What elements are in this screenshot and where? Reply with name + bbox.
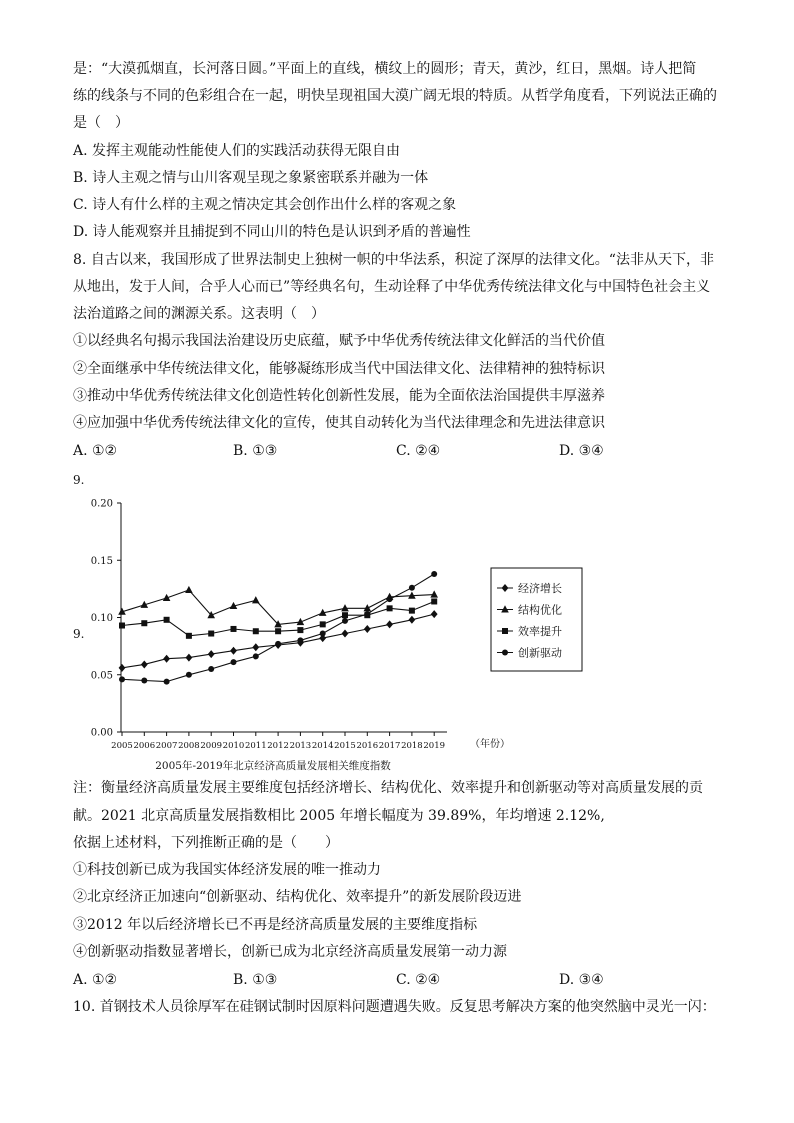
data-point-square: [342, 612, 348, 618]
q9-note-line-1: 注：衡量经济高质量发展主要维度包括经济增长、结构优化、效率提升和创新驱动等对高质量发展的贡: [73, 780, 703, 796]
data-point-diamond: [409, 616, 416, 624]
data-point-triangle: [185, 586, 193, 593]
data-point-square: [297, 627, 303, 633]
data-point-circle: [208, 666, 214, 672]
data-point-circle: [231, 659, 237, 665]
data-point-square: [231, 626, 237, 632]
q9-note-line-2: 献。2021 北京高质量发展指数相比 2005 年增长幅度为 39.89%，年均增速 2.12%,: [73, 808, 605, 824]
q9-note-line-3: 依据上述材料，下列推断正确的是（ ）: [73, 835, 339, 851]
series-line-circle: [122, 574, 434, 682]
data-point-triangle: [252, 596, 260, 603]
data-point-circle: [409, 585, 415, 591]
chart-markers: [118, 571, 438, 685]
data-point-circle: [119, 676, 125, 682]
x-tick-label: 2006: [133, 741, 156, 751]
q7-option-d: D. 诗人能观察并且捕捉到不同山川的特色是认识到矛盾的普遍性: [73, 224, 471, 240]
y-tick-label: 0.15: [90, 555, 113, 567]
q8-choice-d: D. ③④: [559, 443, 604, 459]
q10-stem-line-1: 10. 首钢技术人员徐厚军在硅钢试制时因原料问题遭遇失败。反复思考解决方案的他突然脑中灵光一闪：: [73, 999, 716, 1015]
data-point-triangle: [364, 604, 372, 611]
x-tick-label: 2007: [155, 741, 178, 751]
data-point-square: [275, 628, 281, 634]
data-point-diamond: [163, 655, 170, 663]
q9-number: 9.: [73, 473, 85, 487]
data-point-diamond: [141, 660, 148, 668]
q8-stem-line-1: 8. 自古以来，我国形成了世界法制史上独树一帜的中华法系，积淀了深厚的法律文化。“法非从天下，非: [73, 252, 714, 268]
data-point-square: [253, 628, 259, 634]
data-point-square: [119, 623, 125, 629]
legend-label: 效率提升: [518, 625, 562, 638]
data-point-square: [387, 605, 393, 611]
data-point-diamond: [386, 620, 393, 628]
x-tick-label: 2009: [200, 741, 223, 751]
q7-stem-line-2: 练的线条与不同的色彩组合在一起，明快呈现祖国大漠广阔无垠的特质。从哲学角度看，下列说法正确的: [73, 88, 717, 104]
q7-option-b: B. 诗人主观之情与山川客观呈现之象紧密联系并融为一体: [73, 170, 429, 186]
q8-statement-1: ①以经典名句揭示我国法治建设历史底蕴，赋予中华优秀传统法律文化鲜活的当代价值: [73, 333, 605, 349]
x-tick-label: 2011: [244, 741, 267, 751]
q7-stem-line-1: 是：“大漠孤烟直，长河落日圆。”平面上的直线，横纹上的圆形；青天，黄沙，红日，黑烟。诗人把简: [73, 61, 697, 77]
x-axis-label: （年份）: [470, 739, 510, 750]
q9-statement-4: ④创新驱动指数显著增长，创新已成为北京经济高质量发展第一动力源: [73, 944, 507, 960]
q9-number-repeat: 9.: [73, 627, 85, 641]
data-point-triangle: [430, 590, 438, 597]
q8-stem-line-2: 从地出，发于人间，合乎人心而已”等经典名句，生动诠释了中华优秀传统法律文化与中国特色社会主义: [73, 279, 711, 295]
legend-marker-square: [502, 628, 508, 634]
x-tick-label: 2015: [334, 741, 356, 751]
q7-stem-line-3: 是（ ）: [73, 115, 129, 131]
x-tick-label: 2013: [289, 741, 312, 751]
data-point-circle: [275, 641, 281, 647]
data-point-diamond: [364, 625, 371, 633]
q7-option-a: A. 发挥主观能动性能使人们的实践活动获得无限自由: [73, 143, 401, 159]
data-point-diamond: [186, 654, 193, 662]
q8-statement-2: ②全面继承中华传统法律文化，能够凝练形成当代中国法律文化、法律精神的独特标识: [73, 361, 605, 377]
data-point-circle: [342, 618, 348, 624]
q8-choice-a: A. ①②: [73, 443, 118, 459]
data-point-diamond: [342, 630, 349, 638]
data-point-square: [164, 617, 170, 623]
data-point-circle: [253, 653, 259, 659]
x-tick-label: 2017: [378, 741, 401, 751]
data-point-square: [208, 631, 214, 637]
q9-choice-a: A. ①②: [73, 972, 118, 988]
legend-label: 经济增长: [518, 582, 562, 595]
data-point-circle: [141, 677, 147, 683]
x-tick-label: 2010: [222, 741, 245, 751]
y-tick-label: 0.05: [90, 670, 113, 682]
x-tick-label: 2005: [111, 741, 133, 751]
data-point-square: [186, 633, 192, 639]
q9-statement-3: ③2012 年以后经济增长已不再是经济高质量发展的主要维度指标: [73, 917, 478, 933]
data-point-square: [409, 608, 415, 614]
data-point-circle: [387, 596, 393, 602]
y-tick-label: 0.20: [90, 498, 113, 510]
data-point-diamond: [119, 664, 126, 672]
q9-choice-c: C. ②④: [396, 972, 441, 988]
q9-statement-1: ①科技创新已成为我国实体经济发展的唯一推动力: [73, 862, 381, 878]
data-point-diamond: [208, 650, 215, 658]
data-point-diamond: [230, 647, 237, 655]
data-point-diamond: [252, 643, 259, 651]
y-tick-label: 0.10: [90, 613, 113, 624]
y-tick-label: 0.00: [90, 727, 113, 739]
data-point-diamond: [431, 610, 438, 618]
q9-choice-b: B. ①③: [233, 972, 278, 988]
x-tick-label: 2012: [267, 741, 289, 751]
data-point-circle: [186, 672, 192, 678]
q8-choice-c: C. ②④: [396, 443, 441, 459]
x-tick-label: 2008: [178, 741, 200, 751]
chart-title: 2005年-2019年北京经济高质量发展相关维度指数: [155, 760, 391, 772]
data-point-circle: [297, 637, 303, 643]
q7-option-c: C. 诗人有什么样的主观之情决定其会创作出什么样的客观之象: [73, 197, 457, 213]
legend-label: 创新驱动: [518, 646, 562, 660]
x-tick-label: 2018: [401, 741, 423, 751]
data-point-circle: [164, 679, 170, 685]
x-tick-label: 2019: [423, 741, 446, 751]
q8-stem-line-3: 法治道路之间的渊源关系。这表明（ ）: [73, 306, 325, 322]
x-tick-label: 2016: [356, 741, 379, 751]
q8-statement-4: ④应加强中华优秀传统法律文化的宣传，使其自动转化为当代法律理念和先进法律意识: [73, 415, 605, 431]
data-point-square: [431, 598, 437, 604]
data-point-circle: [364, 611, 370, 617]
data-point-circle: [431, 571, 437, 577]
q8-statement-3: ③推动中华优秀传统法律文化创造性转化创新性发展，能为全面依法治国提供丰厚滋养: [73, 388, 605, 404]
q8-choice-b: B. ①③: [233, 443, 278, 459]
legend-marker-circle: [502, 650, 508, 656]
data-point-triangle: [341, 604, 349, 611]
data-point-square: [320, 621, 326, 627]
legend-label: 结构优化: [518, 603, 562, 617]
x-tick-label: 2014: [311, 741, 334, 751]
data-point-square: [141, 620, 147, 626]
q9-statement-2: ②北京经济正加速向“创新驱动、结构优化、效率提升”的新发展阶段迈进: [73, 889, 522, 905]
q9-line-chart: [73, 470, 693, 775]
data-point-circle: [320, 631, 326, 637]
chart-legend: [491, 568, 582, 671]
q9-choice-d: D. ③④: [559, 972, 604, 988]
chart-series-lines: [122, 574, 434, 682]
